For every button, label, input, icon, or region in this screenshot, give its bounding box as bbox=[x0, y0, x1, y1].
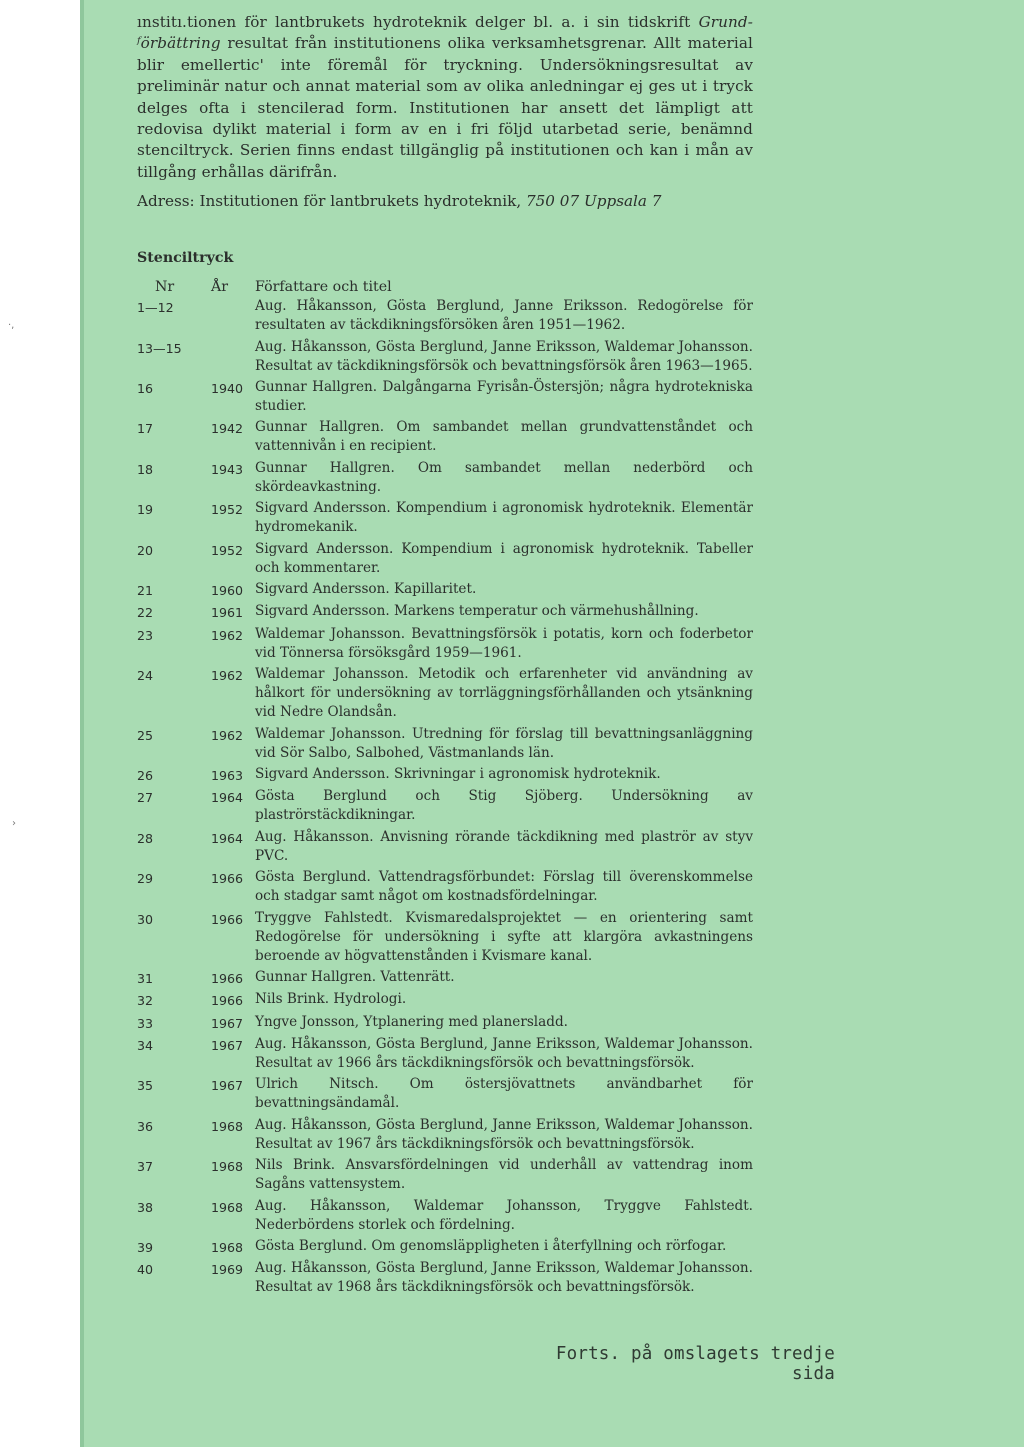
entry-author-title: Aug. Håkansson, Gösta Berglund, Janne Eriksson. Redogörelse för resultaten av täckdikningsförsöken åren 1951—1962. bbox=[255, 298, 753, 334]
list-item bbox=[137, 1156, 753, 1194]
list-item bbox=[137, 338, 753, 376]
entry-author-title: Ulrich Nitsch. Om östersjövattnets användbarhet för bevattningsändamål. bbox=[255, 1076, 753, 1112]
margin-mark: › bbox=[12, 818, 16, 829]
entry-author-title: Sigvard Andersson. Kompendium i agronomisk hydroteknik. Elementär hydromekanik. bbox=[255, 500, 753, 536]
entry-year bbox=[194, 338, 255, 376]
entry-number: 39 bbox=[137, 1240, 154, 1256]
entry-author-title: Sigvard Andersson. Markens temperatur och värmehushållning. bbox=[255, 603, 699, 620]
list-item bbox=[137, 1197, 753, 1235]
entry-number: 17 bbox=[137, 421, 154, 437]
entry-year: 1952 bbox=[210, 542, 243, 558]
list-item bbox=[137, 580, 753, 600]
entry-author-title: Gösta Berglund och Stig Sjöberg. Undersökning av plaströrstäckdikningar. bbox=[255, 788, 753, 824]
entry-year: 1968 bbox=[210, 1118, 243, 1134]
entry-number: 18 bbox=[137, 461, 154, 477]
entry-author-title: Nils Brink. Hydrologi. bbox=[255, 991, 407, 1008]
entry-author-title: Tryggve Fahlstedt. Kvismaredalsprojektet — en orientering samt Redogörelse för undersökning i syfte att klargöra avkastningens beroende av högvattenstånden i Kvismare kanal. bbox=[255, 909, 753, 964]
entry-author-title: Aug. Håkansson, Gösta Berglund, Janne Eriksson, Waldemar Johansson. Resultat av 1967 års täckdikningsförsök och bevattningsförsök. bbox=[255, 1116, 753, 1152]
entry-year: 1964 bbox=[210, 830, 243, 846]
entry-author-title: Aug. Håkansson, Gösta Berglund, Janne Eriksson, Waldemar Johansson. Resultat av 1968 års täckdikningsförsök och bevattningsförsök. bbox=[255, 1260, 753, 1296]
entry-author-title: Aug. Håkansson. Anvisning rörande täckdikning med plaströr av styv PVC. bbox=[255, 828, 753, 864]
entry-year: 1966 bbox=[210, 871, 243, 887]
entry-year: 1962 bbox=[210, 627, 243, 643]
entry-year: 1968 bbox=[210, 1159, 243, 1175]
entry-year: 1966 bbox=[210, 970, 243, 986]
entry-number: 21 bbox=[137, 582, 154, 598]
entry-number: 26 bbox=[137, 767, 154, 783]
entry-author-title: Gunnar Hallgren. Vattenrätt. bbox=[255, 968, 455, 985]
entry-number: 29 bbox=[137, 871, 154, 887]
page-content bbox=[137, 12, 753, 1300]
list-item bbox=[137, 990, 753, 1010]
list-item bbox=[137, 297, 753, 335]
list-item bbox=[137, 1259, 753, 1297]
intro-text-rest: resultat från institutionens olika verksamhetsgrenar. Allt material blir emellertic' inte föremål för tryckning. Undersökningsresultat av preliminär natur och annat material som av olika anledningar ej ges ut i tryck delges ofta i stencilerad form. Institutionen har ansett det lämpligt att redovisa dylikt material i form av en i fri följd utarbetad serie, benämnd stenciltryck. Serien finns endast tillgänglig på institutionen och kan i mån av tillgång erhållas därifrån. bbox=[137, 34, 753, 181]
entry-author-title: Gunnar Hallgren. Dalgångarna Fyrisån-Östersjön; några hydrotekniska studier. bbox=[255, 379, 753, 415]
address-label: Adress: Institutionen för lantbrukets hydroteknik, bbox=[137, 192, 526, 211]
list-item bbox=[137, 968, 753, 988]
list-item bbox=[137, 765, 753, 785]
entry-year: 1969 bbox=[210, 1262, 243, 1278]
entry-number: 25 bbox=[137, 727, 154, 743]
list-item bbox=[137, 665, 753, 722]
address-city: 750 07 Uppsala 7 bbox=[525, 192, 662, 211]
entry-author-title: Aug. Håkansson, Gösta Berglund, Janne Eriksson, Waldemar Johansson. Resultat av täckdikningsförsök och bevattningsförsök åren 1963—1965. bbox=[255, 338, 753, 374]
entry-year: 1966 bbox=[210, 911, 243, 927]
column-header-year: År bbox=[211, 279, 229, 296]
entry-number: 40 bbox=[137, 1262, 154, 1278]
list-item bbox=[137, 909, 753, 966]
list-item bbox=[137, 1035, 753, 1073]
entry-number: 27 bbox=[137, 790, 154, 806]
entry-number: 32 bbox=[137, 993, 154, 1009]
entry-number: 38 bbox=[137, 1199, 154, 1215]
column-header-nr: Nr bbox=[155, 279, 175, 296]
margin-mark: ·, bbox=[8, 320, 15, 331]
list-item bbox=[137, 625, 753, 663]
column-header-entry: Författare och titel bbox=[255, 279, 392, 296]
entry-year: 1960 bbox=[210, 582, 243, 598]
list-item bbox=[137, 378, 753, 416]
entry-number: 23 bbox=[137, 627, 154, 643]
section-title: Stenciltryck bbox=[137, 250, 234, 267]
list-item bbox=[137, 1116, 753, 1154]
entry-number: 33 bbox=[137, 1015, 154, 1031]
entry-author-title: Waldemar Johansson. Bevattningsförsök i potatis, korn och foderbetor vid Tönnersa försöksgård 1959—1961. bbox=[255, 625, 753, 661]
entry-number: 19 bbox=[137, 502, 154, 518]
intro-paragraph bbox=[137, 12, 753, 183]
entry-number: 22 bbox=[137, 605, 154, 621]
list-item bbox=[137, 540, 753, 578]
entry-number: 13—15 bbox=[137, 340, 182, 356]
entry-year: 1967 bbox=[210, 1015, 243, 1031]
list-item bbox=[137, 1013, 753, 1033]
entry-year: 1943 bbox=[210, 461, 243, 477]
entry-year: 1952 bbox=[210, 502, 243, 518]
entry-author-title: Yngve Jonsson, Ytplanering med planersladd. bbox=[255, 1013, 568, 1030]
list-item bbox=[137, 1237, 753, 1257]
continuation-note: Forts. på omslagets tredje sida bbox=[555, 1344, 835, 1384]
entry-number: 1—12 bbox=[137, 300, 174, 316]
entry-year: 1968 bbox=[210, 1199, 243, 1215]
entry-number: 34 bbox=[137, 1038, 154, 1054]
list-item bbox=[137, 1075, 753, 1113]
entry-year: 1964 bbox=[210, 790, 243, 806]
entry-year: 1962 bbox=[210, 668, 243, 684]
entry-number: 31 bbox=[137, 970, 154, 986]
entry-year: 1966 bbox=[210, 993, 243, 1009]
entry-number: 28 bbox=[137, 830, 154, 846]
entry-number: 24 bbox=[137, 668, 154, 684]
list-item bbox=[137, 787, 753, 825]
table-header bbox=[137, 273, 753, 295]
entry-number: 30 bbox=[137, 911, 154, 927]
intro-text-start: ınstitı.tionen för lantbrukets hydroteknik delger bl. a. i sin tidskrift bbox=[137, 13, 699, 31]
entry-number: 20 bbox=[137, 542, 154, 558]
entry-number: 35 bbox=[137, 1078, 154, 1094]
entry-author-title: Aug. Håkansson, Waldemar Johansson, Tryggve Fahlstedt. Nederbördens storlek och fördelning. bbox=[255, 1197, 753, 1233]
entry-year: 1967 bbox=[210, 1038, 243, 1054]
document-page bbox=[80, 0, 1024, 1447]
entry-author-title: Aug. Håkansson, Gösta Berglund, Janne Eriksson, Waldemar Johansson. Resultat av 1966 års täckdikningsförsök och bevattningsförsök. bbox=[255, 1036, 753, 1072]
entry-author-title: Gunnar Hallgren. Om sambandet mellan grundvattenståndet och vattennivån i en recipient. bbox=[255, 419, 753, 455]
list-item bbox=[137, 602, 753, 622]
list-item bbox=[137, 459, 753, 497]
entry-author-title: Gunnar Hallgren. Om sambandet mellan nederbörd och skördeavkastning. bbox=[255, 459, 753, 495]
entry-year: 1940 bbox=[210, 381, 243, 397]
list-item bbox=[137, 499, 753, 537]
list-item bbox=[137, 725, 753, 763]
entry-year: 1967 bbox=[210, 1078, 243, 1094]
entry-author-title: Gösta Berglund. Om genomsläppligheten i återfyllning och rörfogar. bbox=[255, 1238, 727, 1255]
list-item bbox=[137, 828, 753, 866]
entry-year: 1968 bbox=[210, 1240, 243, 1256]
entry-year bbox=[194, 297, 255, 335]
entry-year: 1942 bbox=[210, 421, 243, 437]
journal-title: Grund-ᶠörbättring bbox=[137, 13, 753, 53]
list-item bbox=[137, 418, 753, 456]
publication-list bbox=[137, 297, 753, 1297]
entry-author-title: Sigvard Andersson. Kapillaritet. bbox=[255, 580, 477, 597]
entry-author-title: Waldemar Johansson. Metodik och erfarenheter vid användning av hålkort för undersökning av torrläggningsförhållanden och ytsänkning vid Nedre Olandsån. bbox=[255, 666, 753, 721]
entry-author-title: Sigvard Andersson. Kompendium i agronomisk hydroteknik. Tabeller och kommentarer. bbox=[255, 540, 753, 576]
list-item bbox=[137, 868, 753, 906]
entry-year: 1963 bbox=[210, 767, 243, 783]
entry-author-title: Nils Brink. Ansvarsfördelningen vid underhåll av vattendrag inom Sagåns vattensystem. bbox=[255, 1157, 753, 1193]
entry-number: 36 bbox=[137, 1118, 154, 1134]
address-line bbox=[137, 191, 753, 212]
entry-author-title: Sigvard Andersson. Skrivningar i agronomisk hydroteknik. bbox=[255, 765, 661, 782]
entry-author-title: Waldemar Johansson. Utredning för förslag till bevattningsanläggning vid Sör Salbo, Salbohed, Västmanlands län. bbox=[255, 725, 753, 761]
entry-year: 1962 bbox=[210, 727, 243, 743]
entry-number: 37 bbox=[137, 1159, 154, 1175]
entry-year: 1961 bbox=[210, 605, 243, 621]
entry-number: 16 bbox=[137, 381, 154, 397]
entry-author-title: Gösta Berglund. Vattendragsförbundet: Förslag till överenskommelse och stadgar samt något om kostnadsfördelningar. bbox=[255, 869, 753, 905]
